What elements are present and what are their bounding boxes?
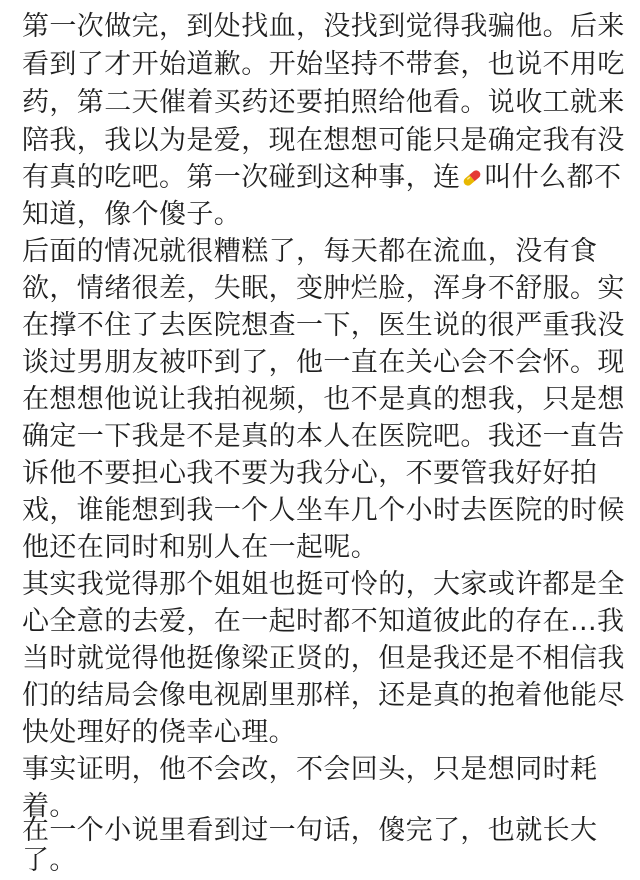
text-line: 在一个小说里看到过一句话，傻完了，也就长大 [22, 815, 598, 846]
text-line: 当时就觉得他挺像梁正贤的，但是我还是不相信我 [22, 643, 625, 674]
text-line: 在撑不住了去医院想查一下，医生说的很严重我没 [22, 310, 625, 341]
text-line: 谈过男朋友被吓到了，他一直在关心会不会怀。现 [22, 347, 625, 378]
pill-icon [461, 167, 483, 189]
text-segment: 叫什么都不 [484, 162, 622, 193]
text-line: 欲，情绪很差，失眠，变肿烂脸，浑身不舒服。实 [22, 273, 625, 304]
text-line: 着。 [22, 791, 77, 822]
text-line-with-icon [22, 159, 622, 197]
text-line: 药，第二天催着买药还要拍照给他看。说收工就来 [22, 87, 625, 118]
text-line: 快处理好的侥幸心理。 [22, 717, 296, 748]
text-line: 后面的情况就很糟糕了，每天都在流血，没有食 [22, 236, 598, 267]
text-line: 诉他不要担心我不要为我分心，不要管我好好拍 [22, 458, 598, 489]
text-line: 心全意的去爱，在一起时都不知道彼此的存在...我 [22, 606, 625, 637]
text-line: 确定一下我是不是真的本人在医院吧。我还一直告 [22, 421, 625, 452]
text-segment: 有真的吃吧。第一次碰到这种事，连 [22, 162, 461, 193]
text-line: 知道，像个傻子。 [22, 199, 242, 230]
text-line: 在想想他说让我拍视频，也不是真的想我，只是想 [22, 384, 625, 415]
text-line: 他还在同时和别人在一起呢。 [22, 532, 379, 563]
text-line: 们的结局会像电视剧里那样，还是真的抱着他能尽 [22, 680, 625, 711]
text-line: 了。 [22, 845, 77, 876]
text-line: 其实我觉得那个姐姐也挺可怜的，大家或许都是全 [22, 569, 625, 600]
text-line: 陪我，我以为是爱，现在想想可能只是确定我有没 [22, 125, 625, 156]
text-line: 第一次做完，到处找血，没找到觉得我骗他。后来 [22, 11, 625, 42]
text-line: 事实证明，他不会改，不会回头，只是想同时耗 [22, 754, 598, 785]
text-line: 看到了才开始道歉。开始坚持不带套，也说不用吃 [22, 49, 625, 80]
text-line: 戏，谁能想到我一个人坐车几个小时去医院的时候 [22, 495, 625, 526]
